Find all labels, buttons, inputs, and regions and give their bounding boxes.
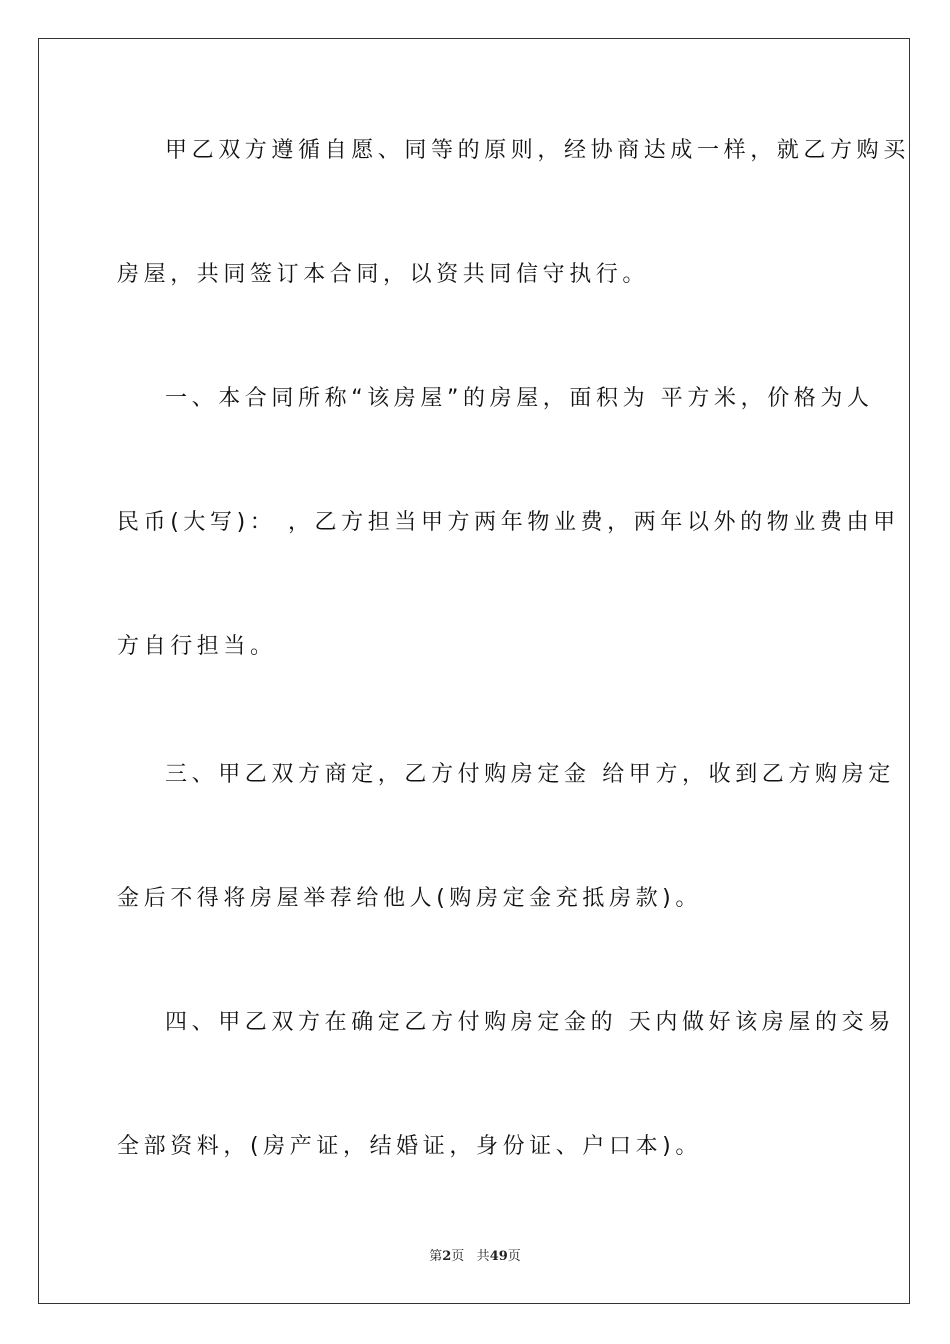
- total-page-count: 49: [489, 1249, 508, 1264]
- current-page-number: 2: [442, 1249, 452, 1264]
- paragraph-1-line-1: 甲乙双方遵循自愿、同等的原则，经协商达成一样，就乙方购买: [165, 138, 910, 163]
- footer-total-prefix: 共: [476, 1249, 490, 1264]
- page-frame: [38, 38, 910, 1304]
- paragraph-4-line-1: 四、甲乙双方在确定乙方付购房定金的 天内做好该房屋的交易: [165, 1010, 895, 1035]
- footer-prefix: 第: [429, 1249, 443, 1264]
- footer-page-suffix: 页: [451, 1249, 465, 1264]
- paragraph-2-line-2: 民币(大写)： ，乙方担当甲方两年物业费，两年以外的物业费由甲: [117, 510, 900, 535]
- paragraph-1-line-2: 房屋，共同签订本合同，以资共同信守执行。: [117, 262, 650, 287]
- paragraph-3-line-1: 三、甲乙双方商定，乙方付购房定金 给甲方，收到乙方购房定: [165, 762, 895, 787]
- footer-total-suffix: 页: [507, 1249, 521, 1264]
- paragraph-2-line-3: 方自行担当。: [117, 634, 277, 659]
- paragraph-2-line-1: 一、本合同所称“该房屋”的房屋，面积为 平方米，价格为人: [165, 386, 874, 411]
- paragraph-3-line-2: 金后不得将房屋举荐给他人(购房定金充抵房款)。: [117, 886, 702, 911]
- paragraph-4-line-2: 全部资料，(房产证，结婚证，身份证、户口本)。: [117, 1134, 702, 1159]
- page-footer: [0, 1248, 950, 1266]
